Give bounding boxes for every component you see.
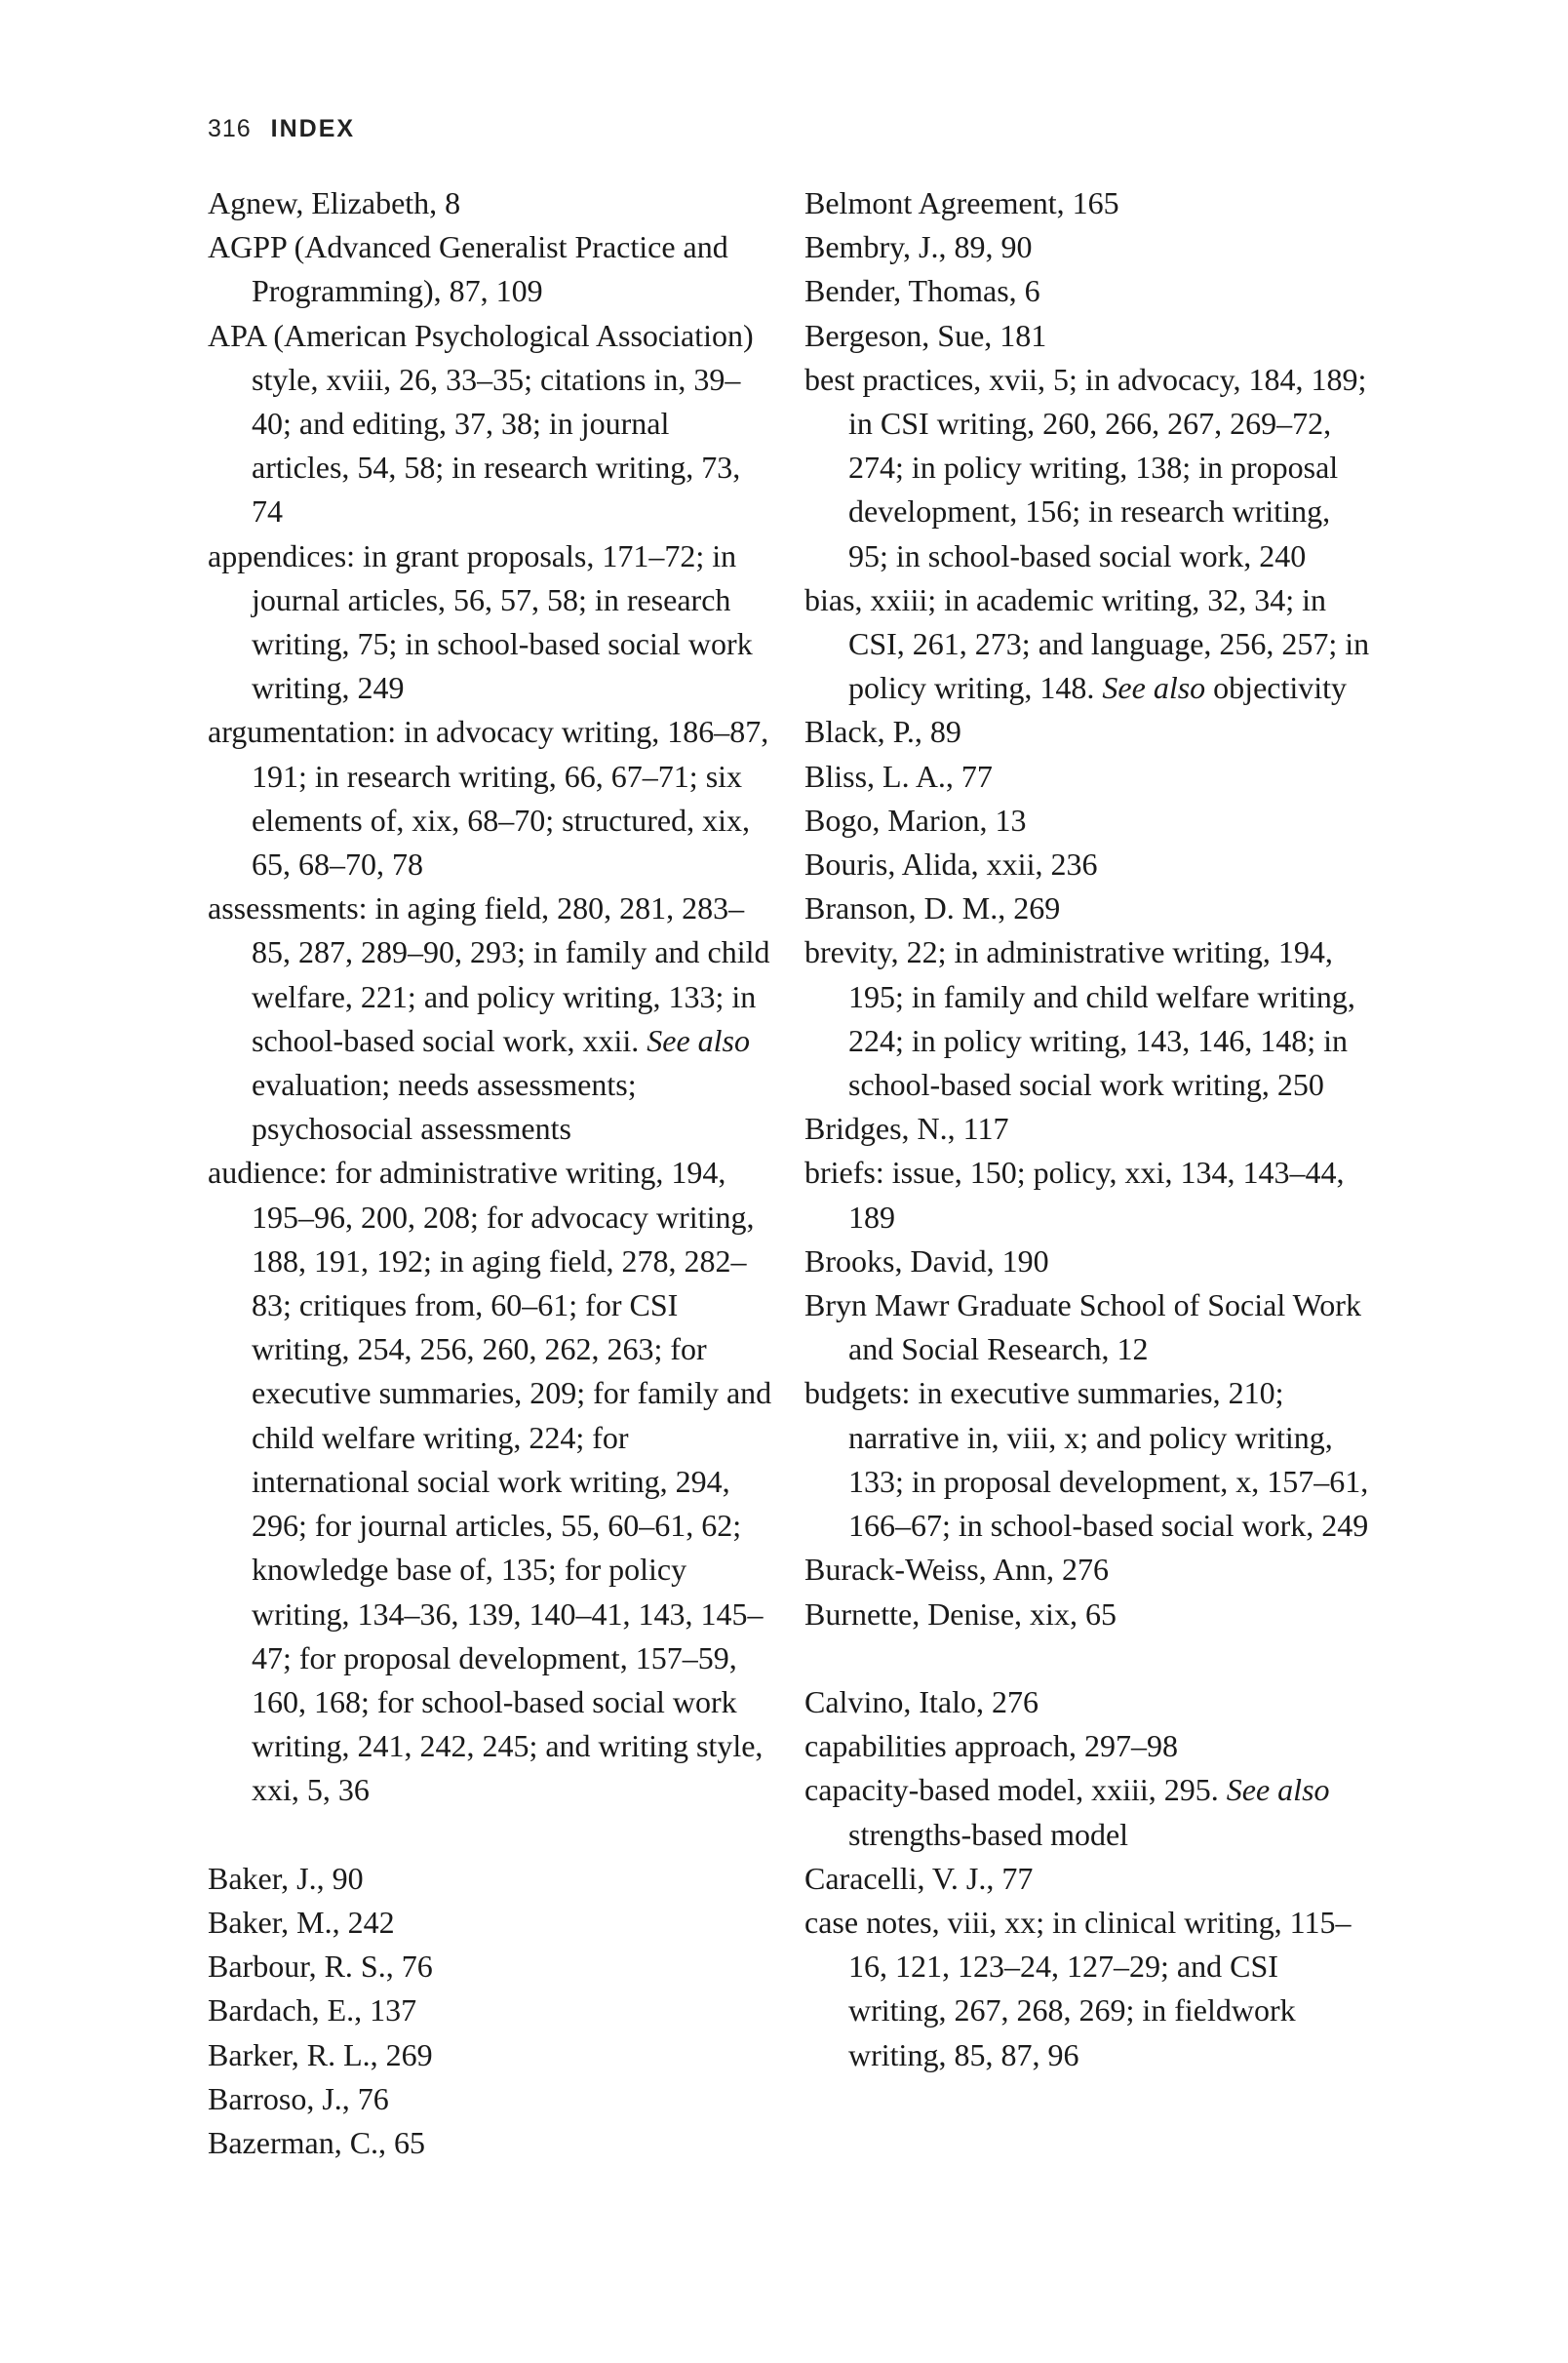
index-entry-text: Bergeson, Sue, 181 — [804, 317, 1047, 353]
running-head — [208, 115, 355, 143]
index-entry — [804, 1724, 1370, 1768]
index-entry — [208, 534, 773, 711]
index-entry — [804, 1901, 1370, 2077]
index-entry — [804, 181, 1370, 225]
see-also-label: See also — [1102, 670, 1206, 706]
index-entry — [804, 578, 1370, 711]
index-entry — [804, 1107, 1370, 1151]
index-entry-text: Calvino, Italo, 276 — [804, 1683, 1039, 1719]
section-title: INDEX — [270, 115, 356, 142]
index-entry-text: APA (American Psychological Association) style, xviii, 26, 33–35; citations in, 39–40; and editing, 37, 38; in journal articles, 54, 58; in research writing, 73, 74 — [208, 317, 754, 530]
index-entry-text: Belmont Agreement, 165 — [804, 185, 1119, 220]
index-entry — [804, 799, 1370, 843]
index-entry-text: Bardach, E., 137 — [208, 1992, 417, 2028]
see-also-label: See also — [647, 1022, 750, 1058]
index-entry — [804, 710, 1370, 754]
index-entry — [208, 225, 773, 313]
index-entry — [804, 314, 1370, 358]
index-entry-text: assessments: in aging field, 280, 281, 283–85, 287, 289–90, 293; in family and child welfare, 221; and policy writing, 133; in school-based social work, xxii. — [208, 890, 770, 1058]
index-entry-text: best practices, xvii, 5; in advocacy, 184, 189; in CSI writing, 260, 266, 267, 269–72, 274; in policy writing, 138; in proposal development, 156; in research writing, 95; in school-based social work, 240 — [804, 361, 1367, 573]
see-also-label: See also — [1226, 1772, 1330, 1808]
index-entry-text: Bryn Mawr Graduate School of Social Work and Social Research, 12 — [804, 1287, 1361, 1367]
index-entry-text: Caracelli, V. J., 77 — [804, 1860, 1034, 1896]
index-entry — [804, 1283, 1370, 1371]
index-entry-text: Bazerman, C., 65 — [208, 2124, 426, 2160]
index-entry-text: capabilities approach, 297–98 — [804, 1728, 1178, 1764]
see-also-target: evaluation; needs assessments; psychosocial assessments — [252, 1067, 637, 1147]
index-entry-text: audience: for administrative writing, 194, 195–96, 200, 208; for advocacy writing, 188, 191, 192; in aging field, 278, 282–83; critiques from, 60–61; for CSI writing, 254, 256, 260, 262, 263; for executive summaries, 209; for family and child welfare writing, 224; for international social work writing, 294, 296; for journal articles, 55, 60–61, 62; knowledge base of, 135; for policy writing, 134–36, 139, 140–41, 143, 145–47; for proposal development, 157–59, 160, 168; for school-based social work writing, 241, 242, 245; and writing style, xxi, 5, 36 — [208, 1155, 772, 1808]
index-entry-text: brevity, 22; in administrative writing, 194, 195; in family and child welfare writing, 224; in policy writing, 143, 146, 148; in school-based social work writing, 250 — [804, 934, 1355, 1103]
index-entry-text: budgets: in executive summaries, 210; narrative in, viii, x; and policy writing, 133; in proposal development, x, 157–61, 166–67; in school-based social work, 249 — [804, 1375, 1369, 1544]
index-entry-text: Bender, Thomas, 6 — [804, 273, 1040, 309]
page-number: 316 — [208, 115, 252, 142]
index-entry — [208, 2121, 773, 2165]
index-entry-text: bias, xxiii; in academic writing, 32, 34; in CSI, 261, 273; and language, 256, 257; in policy writing, 148. — [804, 581, 1370, 706]
index-entry — [804, 886, 1370, 930]
index-entry — [208, 886, 773, 1151]
index-entry-text: Branson, D. M., 269 — [804, 890, 1061, 926]
index-entry-text: Barroso, J., 76 — [208, 2080, 389, 2116]
index-entry — [208, 314, 773, 534]
index-entry — [804, 1151, 1370, 1239]
index-entry — [804, 1371, 1370, 1548]
index-entry-text: Bliss, L. A., 77 — [804, 758, 993, 794]
index-entry-text: Burack-Weiss, Ann, 276 — [804, 1552, 1110, 1588]
index-entry — [208, 2077, 773, 2121]
index-entry — [804, 930, 1370, 1107]
index-entry — [804, 1857, 1370, 1901]
index-entry-text: Bogo, Marion, 13 — [804, 802, 1027, 838]
index-entry — [804, 269, 1370, 313]
see-also-target: strengths-based model — [848, 1816, 1129, 1852]
index-entry — [804, 1680, 1370, 1724]
index-entry — [208, 181, 773, 225]
index-entry-text: Burnette, Denise, xix, 65 — [804, 1595, 1117, 1632]
index-entry-text: Baker, M., 242 — [208, 1904, 395, 1940]
index-entry-text: Bouris, Alida, xxii, 236 — [804, 847, 1098, 883]
letter-group-gap — [208, 1813, 773, 1857]
index-entry — [208, 1857, 773, 1901]
see-also-target: objectivity — [1213, 670, 1348, 706]
index-entry-text: Black, P., 89 — [804, 714, 961, 750]
index-entry — [804, 755, 1370, 799]
index-entry — [208, 1945, 773, 1989]
index-entry — [804, 1240, 1370, 1283]
index-entry-text: Agnew, Elizabeth, 8 — [208, 185, 461, 220]
letter-group-gap — [804, 1636, 1370, 1680]
index-entry-text: capacity-based model, xxiii, 295. — [804, 1772, 1219, 1808]
index-entry-text: Baker, J., 90 — [208, 1860, 364, 1896]
index-entry — [804, 1768, 1370, 1856]
index-entry — [804, 358, 1370, 578]
index-entry — [208, 2033, 773, 2077]
index-column-right — [804, 181, 1370, 2077]
index-entry-text: AGPP (Advanced Generalist Practice and Programming), 87, 109 — [208, 229, 728, 309]
index-entry — [804, 1593, 1370, 1636]
index-entry — [208, 710, 773, 886]
index-entry-text: Brooks, David, 190 — [804, 1242, 1049, 1279]
index-entry-text: appendices: in grant proposals, 171–72; in journal articles, 56, 57, 58; in research writing, 75; in school-based social work writing, 249 — [208, 537, 753, 706]
index-entry-text: Bembry, J., 89, 90 — [804, 229, 1033, 265]
index-entry — [804, 1548, 1370, 1592]
index-entry — [208, 1901, 773, 1945]
index-entry — [208, 1151, 773, 1812]
index-entry — [208, 1989, 773, 2032]
index-column-left — [208, 181, 773, 2165]
index-entry-text: Bridges, N., 117 — [804, 1111, 1009, 1147]
index-entry-text: case notes, viii, xx; in clinical writing, 115–16, 121, 123–24, 127–29; and CSI writing, 267, 268, 269; in fieldwork writing, 85, 87, 96 — [804, 1904, 1352, 2072]
index-entry-text: argumentation: in advocacy writing, 186–87, 191; in research writing, 66, 67–71; six elements of, xix, 68–70; structured, xix, 65, 68–70, 78 — [208, 714, 769, 883]
index-entry-text: Barker, R. L., 269 — [208, 2036, 433, 2072]
index-entry — [804, 843, 1370, 886]
index-entry — [804, 225, 1370, 269]
index-entry-text: Barbour, R. S., 76 — [208, 1949, 433, 1985]
index-entry-text: briefs: issue, 150; policy, xxi, 134, 143–44, 189 — [804, 1155, 1345, 1235]
